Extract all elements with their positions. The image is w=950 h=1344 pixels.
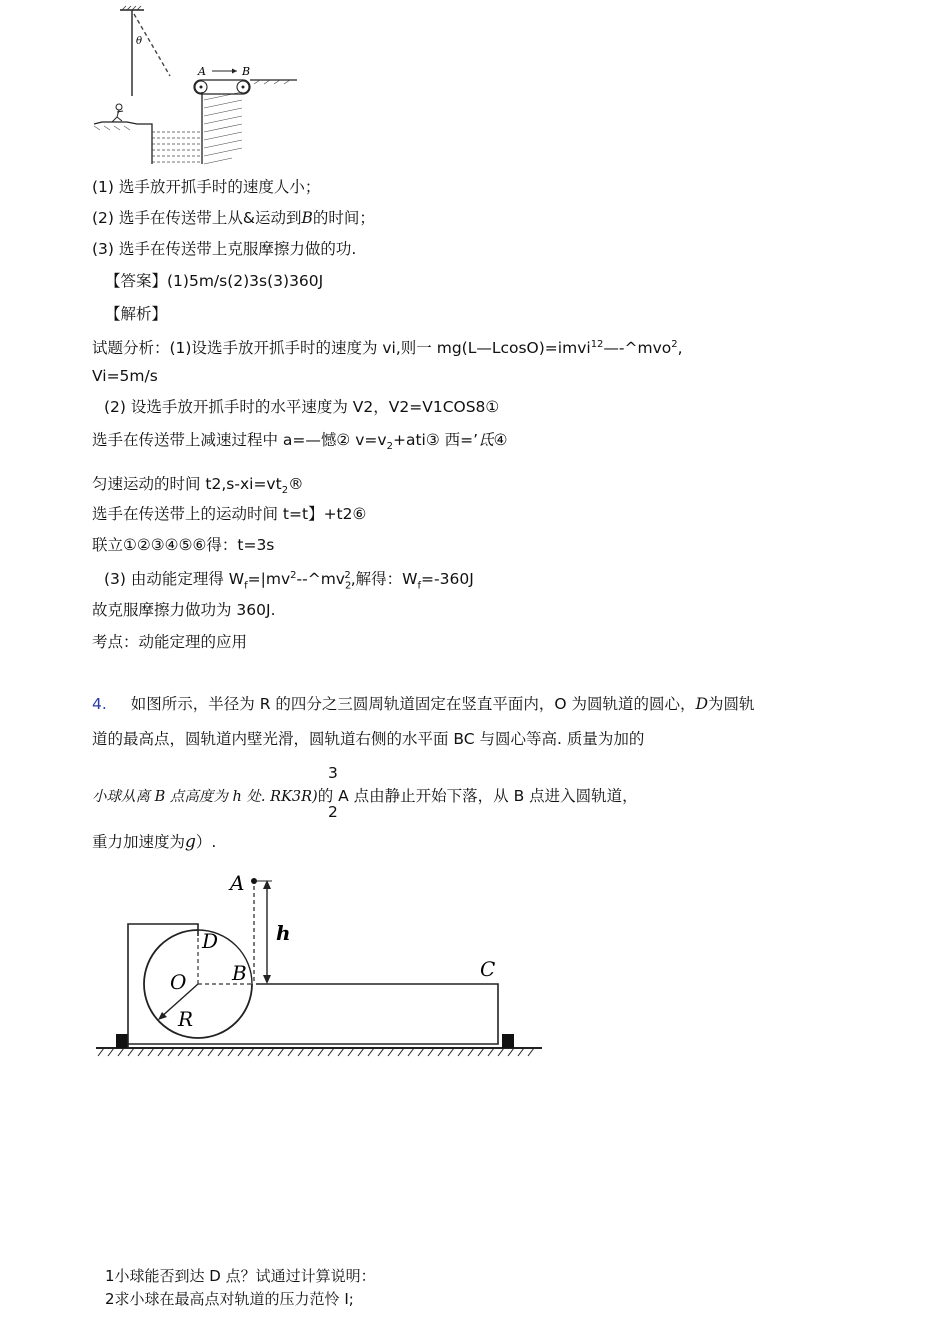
solution-line-7: (3) 由动能定理得 $W_f=|mv^2--\^{}mv_2^2$,解得：$W_f=-360J$ <box>104 570 474 592</box>
label-a: A <box>198 65 206 78</box>
solution-line-8: 故克服摩擦力做功为 360J. <box>92 601 276 619</box>
answer-line: 【答案】(1)5m/s(2)3s(3)360J <box>105 272 324 290</box>
point-a-label: A <box>230 871 245 895</box>
pendulum-conveyor-figure <box>92 4 307 169</box>
point-d-label: D <box>202 929 219 953</box>
q4-line-4: 重力加速度为g）. <box>92 832 217 852</box>
radius-r-label: R <box>178 1007 194 1031</box>
center-o-label: O <box>170 970 187 994</box>
q4-line-1: 4. 如图所示，半径为 R 的四分之三圆周轨道固定在竖直平面内，O 为圆轨道的圆心，D为圆轨 <box>92 695 755 713</box>
knowledge-point: 考点：动能定理的应用 <box>92 633 248 651</box>
q4-line-3: 小球从离 B 点高度为 h 处. RK3R)的 A 点由静止开始下落，从 B 点进入圆轨道， <box>92 787 638 805</box>
solution-line-4: 匀速运动的时间 $t2,s-xi=vt_2®$ <box>92 475 304 497</box>
q4-line-2: 道的最高点，圆轨道内壁光滑，圆轨道右侧的水平面 BC 与圆心等高. 质量为加的 <box>92 730 645 748</box>
height-h-label: h <box>276 921 291 945</box>
point-c-label: C <box>480 957 496 981</box>
question-3: (3) 选手在传送带上克服摩擦力做的功. <box>92 240 357 258</box>
question-2: (2) 选手在传送带上从&运动到B的时间； <box>92 209 375 227</box>
sub-question-1: 1小球能否到达 D 点？试通过计算说明： <box>105 1267 376 1285</box>
point-b-label: B <box>232 961 247 985</box>
sub-question-2: 2求小球在最高点对轨道的压力范怜 I; <box>105 1290 354 1308</box>
label-b: B <box>242 65 251 78</box>
solution-line-2: (2) 设选手放开抓手时的水平速度为 V2，V2=V1COS8① <box>104 398 500 416</box>
question-1: (1) 选手放开抓手时的速度人小； <box>92 178 321 196</box>
theta-label: θ <box>136 36 143 47</box>
solution-line-6: 联立①②③④⑤⑥得：t=3s <box>92 536 275 554</box>
fraction-denominator: 2 <box>328 803 338 821</box>
question-number: 4. <box>92 695 107 713</box>
solution-line-1b: Vi=5m/s <box>92 367 158 385</box>
solution-line-5: 选手在传送带上的运动时间 t=t】+t2⑥ <box>92 505 367 523</box>
circular-track-figure <box>92 868 548 1060</box>
analysis-heading: 【解析】 <box>105 305 168 323</box>
solution-line-1: 试题分析：(1)设选手放开抓手时的速度为 vi,则一 mg(L—LcosO)=imvi$^{12}$—-^mvo$^2$, <box>92 339 683 358</box>
fraction-numerator: 3 <box>328 764 338 782</box>
solution-line-3: 选手在传送带上减速过程中 a=—憾② $v=v_2+ati③$ 西=’氐④ <box>92 431 508 453</box>
